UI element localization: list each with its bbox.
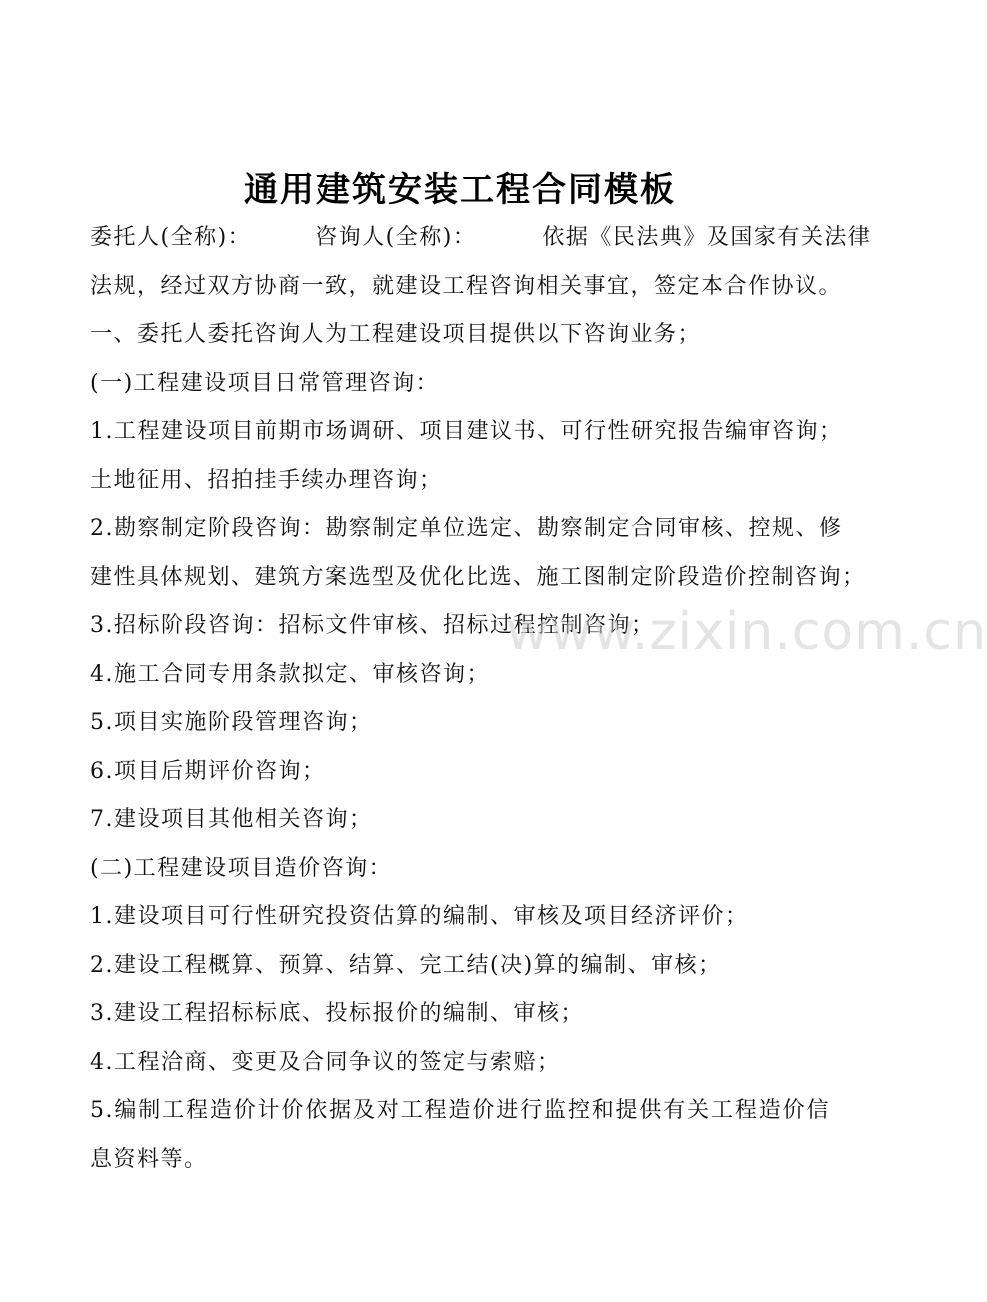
list-item: 4.工程洽商、变更及合同争议的签定与索赔；	[90, 1049, 561, 1075]
part-heading: (一)工程建设项目日常管理咨询：	[90, 370, 440, 396]
document-body	[90, 214, 872, 1184]
list-item: 5.项目实施阶段管理咨询；	[90, 710, 373, 735]
list-item: 1.建设项目可行性研究投资估算的编制、审核及项目经济评价；	[90, 904, 749, 929]
list-item: 7.建设项目其他相关咨询；	[90, 807, 373, 832]
part-heading: (二)工程建设项目造价咨询：	[90, 855, 393, 881]
list-item: 5.编制工程造价计价依据及对工程造价进行监控和提供有关工程造价信	[90, 1098, 830, 1123]
list-item: 2.建设工程概算、预算、结算、完工结(决)算的编制、审核；	[90, 952, 722, 978]
basis-continue-line: 法规，经过双方协商一致，就建设工程咨询相关事宜，签定本合作协议。	[90, 273, 843, 299]
section-heading: 一、委托人委托咨询人为工程建设项目提供以下咨询业务；	[90, 322, 702, 347]
list-item: 1.工程建设项目前期市场调研、项目建议书、可行性研究报告编审咨询；	[90, 419, 843, 444]
basis-text: 依据《民法典》及国家有关法律	[542, 225, 872, 250]
list-item: 6.项目后期评价咨询；	[90, 758, 326, 784]
list-item: 3.建设工程招标标底、投标报价的编制、审核；	[90, 1001, 584, 1026]
list-item: 建性具体规划、建筑方案选型及优化比选、施工图制定阶段造价控制咨询；	[90, 564, 866, 590]
client-label: 委托人(全称)：	[90, 225, 252, 250]
list-item: 土地征用、招拍挂手续办理咨询；	[90, 467, 443, 493]
list-item: 3.招标阶段咨询：招标文件审核、招标过程控制咨询；	[90, 613, 655, 638]
intro-line	[90, 214, 872, 263]
consultant-label: 咨询人(全称)：	[315, 225, 477, 250]
document-title: 通用建筑安装工程合同模板	[244, 170, 676, 210]
list-item: 2.勘察制定阶段咨询：勘察制定单位选定、勘察制定合同审核、控规、修	[90, 516, 843, 541]
list-item: 息资料等。	[90, 1146, 208, 1172]
watermark: www.zixin.com.cn	[506, 602, 987, 662]
list-item: 4.施工合同专用条款拟定、审核咨询；	[90, 661, 490, 687]
